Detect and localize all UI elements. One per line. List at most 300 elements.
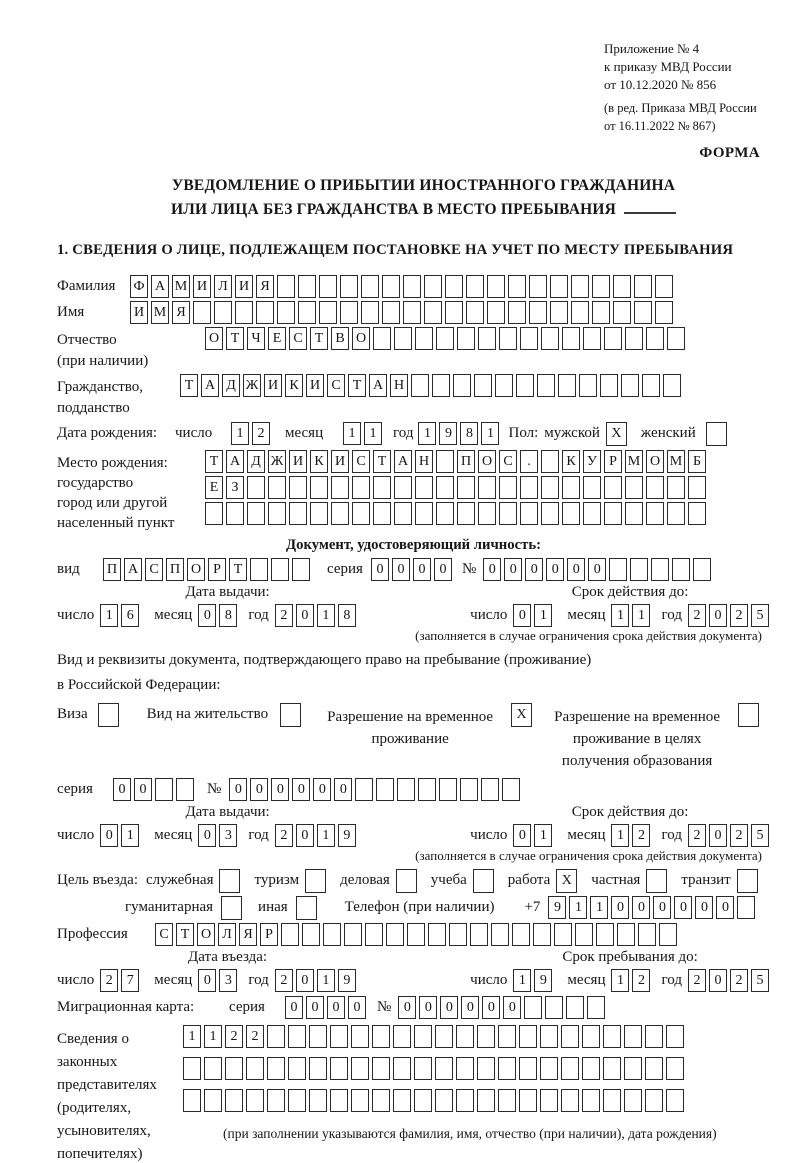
char-cell: И bbox=[264, 374, 282, 397]
char-cell bbox=[603, 1057, 621, 1080]
char-cell: 0 bbox=[113, 778, 131, 801]
char-cell: 2 bbox=[225, 1025, 243, 1048]
char-cell bbox=[562, 502, 580, 525]
char-cell: О bbox=[187, 558, 205, 581]
representatives-row-1 bbox=[183, 1025, 717, 1048]
purpose-study-label: учеба bbox=[430, 872, 467, 888]
residence-doc-dates bbox=[57, 804, 790, 863]
char-cell bbox=[520, 327, 538, 350]
birth-date-label: Дата рождения: bbox=[57, 425, 158, 441]
char-cell bbox=[372, 1089, 390, 1112]
char-cell bbox=[424, 275, 442, 298]
char-cell bbox=[277, 275, 295, 298]
permit-issue-year-cells bbox=[275, 824, 359, 847]
char-cell bbox=[267, 1025, 285, 1048]
edition-line: от 16.11.2022 № 867) bbox=[604, 119, 716, 133]
char-cell bbox=[541, 327, 559, 350]
char-cell: Т bbox=[310, 327, 328, 350]
year-label: год bbox=[248, 607, 269, 623]
valid-month-cells bbox=[611, 604, 653, 627]
char-cell: 5 bbox=[751, 969, 769, 992]
residence-doc-intro bbox=[57, 648, 790, 698]
char-cell: Р bbox=[208, 558, 226, 581]
char-cell bbox=[449, 923, 467, 946]
char-cell: 1 bbox=[100, 604, 118, 627]
char-cell: 0 bbox=[292, 778, 310, 801]
sex-male-label: мужской bbox=[544, 425, 600, 441]
sex-label: Пол: bbox=[508, 425, 539, 441]
char-cell: 0 bbox=[134, 778, 152, 801]
char-cell bbox=[393, 1057, 411, 1080]
char-cell bbox=[205, 502, 223, 525]
char-cell bbox=[502, 778, 520, 801]
issue-day-cells bbox=[100, 604, 142, 627]
profession-label: Профессия bbox=[57, 926, 128, 942]
char-cell bbox=[481, 778, 499, 801]
char-cell bbox=[541, 502, 559, 525]
char-cell bbox=[592, 301, 610, 324]
char-cell bbox=[403, 275, 421, 298]
representatives-row-3 bbox=[183, 1089, 717, 1112]
patronymic-note: (при наличии) bbox=[57, 352, 149, 369]
char-cell: 8 bbox=[338, 604, 356, 627]
char-cell bbox=[575, 923, 593, 946]
char-cell bbox=[561, 1089, 579, 1112]
char-cell bbox=[519, 1057, 537, 1080]
char-cell: Я bbox=[172, 301, 190, 324]
char-cell bbox=[319, 275, 337, 298]
char-cell: 2 bbox=[688, 604, 706, 627]
given-name-label: Имя bbox=[57, 304, 85, 320]
char-cell bbox=[323, 923, 341, 946]
char-cell bbox=[247, 476, 265, 499]
char-cell bbox=[499, 502, 517, 525]
char-cell bbox=[499, 327, 517, 350]
purpose-other-checkbox bbox=[296, 896, 317, 920]
doc-number-cells bbox=[483, 558, 714, 581]
char-cell bbox=[566, 996, 584, 1019]
char-cell bbox=[288, 1089, 306, 1112]
char-cell: . bbox=[520, 450, 538, 473]
char-cell: 0 bbox=[198, 969, 216, 992]
char-cell: 0 bbox=[674, 896, 692, 919]
appendix-reference bbox=[604, 40, 790, 135]
char-cell: И bbox=[193, 275, 211, 298]
day-label: число bbox=[57, 972, 95, 988]
char-cell: 1 bbox=[481, 422, 499, 445]
char-cell: Ч bbox=[247, 327, 265, 350]
visa-checkbox bbox=[98, 703, 119, 727]
char-cell bbox=[256, 301, 274, 324]
identity-doc-dates bbox=[57, 584, 790, 643]
birth-day-cells bbox=[231, 422, 273, 445]
char-cell bbox=[667, 502, 685, 525]
migcard-number-cells bbox=[398, 996, 608, 1019]
char-cell: 2 bbox=[275, 969, 293, 992]
char-cell: 1 bbox=[513, 969, 531, 992]
year-label: год bbox=[248, 972, 269, 988]
limited-validity-note: (заполняется в случае ограничения срока действия документа) bbox=[415, 848, 762, 863]
char-cell: 2 bbox=[246, 1025, 264, 1048]
char-cell: 1 bbox=[231, 422, 249, 445]
char-cell: 8 bbox=[219, 604, 237, 627]
char-cell bbox=[561, 1057, 579, 1080]
char-cell bbox=[600, 374, 618, 397]
char-cell bbox=[309, 1025, 327, 1048]
char-cell: О bbox=[646, 450, 664, 473]
char-cell bbox=[331, 476, 349, 499]
patronymic-row bbox=[57, 327, 790, 371]
char-cell: 0 bbox=[434, 558, 452, 581]
char-cell bbox=[386, 923, 404, 946]
birth-date-row bbox=[57, 422, 790, 446]
char-cell bbox=[436, 450, 454, 473]
issue-date-line bbox=[57, 824, 398, 847]
char-cell bbox=[487, 301, 505, 324]
representatives-label: Сведения о законных представителях (родителях, усыновителях, попечителях) bbox=[57, 1031, 157, 1162]
char-cell bbox=[491, 923, 509, 946]
char-cell: Т bbox=[373, 450, 391, 473]
char-cell: А bbox=[226, 450, 244, 473]
month-label: месяц bbox=[154, 972, 193, 988]
char-cell bbox=[435, 1025, 453, 1048]
char-cell bbox=[309, 1057, 327, 1080]
char-cell: М bbox=[667, 450, 685, 473]
char-cell: 0 bbox=[653, 896, 671, 919]
char-cell: 0 bbox=[271, 778, 289, 801]
char-cell bbox=[495, 374, 513, 397]
char-cell bbox=[474, 374, 492, 397]
migration-card-label: Миграционная карта: bbox=[57, 999, 195, 1015]
char-cell: 1 bbox=[611, 969, 629, 992]
purpose-second-row bbox=[125, 896, 790, 920]
char-cell bbox=[393, 1025, 411, 1048]
char-cell: 9 bbox=[338, 824, 356, 847]
char-cell: 0 bbox=[100, 824, 118, 847]
char-cell: А bbox=[151, 275, 169, 298]
citizenship-label: Гражданство, подданство bbox=[57, 379, 144, 416]
char-cell bbox=[394, 502, 412, 525]
phone-cells bbox=[548, 896, 758, 919]
residence-permit-label: Вид на жительство bbox=[146, 706, 269, 722]
char-cell bbox=[537, 374, 555, 397]
char-cell bbox=[478, 502, 496, 525]
year-label: год bbox=[661, 827, 682, 843]
char-cell bbox=[541, 450, 559, 473]
char-cell bbox=[415, 502, 433, 525]
char-cell bbox=[508, 301, 526, 324]
char-cell: 1 bbox=[611, 604, 629, 627]
char-cell: 1 bbox=[183, 1025, 201, 1048]
valid-until-line bbox=[470, 604, 790, 627]
char-cell bbox=[246, 1057, 264, 1080]
year-label: год bbox=[661, 607, 682, 623]
char-cell: Б bbox=[688, 450, 706, 473]
char-cell bbox=[403, 301, 421, 324]
char-cell bbox=[372, 1057, 390, 1080]
char-cell: 1 bbox=[204, 1025, 222, 1048]
stay-until-heading: Срок пребывания до: bbox=[562, 949, 698, 965]
identity-doc-row bbox=[57, 558, 790, 581]
char-cell bbox=[436, 502, 454, 525]
char-cell bbox=[460, 778, 478, 801]
migration-card-row bbox=[57, 996, 790, 1019]
doc-series-cells bbox=[371, 558, 455, 581]
char-cell bbox=[456, 1089, 474, 1112]
char-cell bbox=[457, 327, 475, 350]
birth-place-row-3 bbox=[205, 502, 709, 525]
char-cell: 0 bbox=[313, 778, 331, 801]
char-cell: Е bbox=[205, 476, 223, 499]
char-cell bbox=[394, 476, 412, 499]
char-cell bbox=[445, 301, 463, 324]
char-cell bbox=[571, 275, 589, 298]
char-cell bbox=[558, 374, 576, 397]
char-cell bbox=[693, 558, 711, 581]
char-cell bbox=[397, 778, 415, 801]
char-cell bbox=[667, 476, 685, 499]
char-cell bbox=[645, 1057, 663, 1080]
char-cell: 0 bbox=[546, 558, 564, 581]
char-cell bbox=[176, 778, 194, 801]
representatives-rows bbox=[183, 1025, 717, 1142]
char-cell: Ж bbox=[268, 450, 286, 473]
residence-permit-checkbox bbox=[280, 703, 301, 727]
doc-series-label: серия bbox=[327, 561, 363, 577]
char-cell: 1 bbox=[534, 824, 552, 847]
char-cell: Т bbox=[205, 450, 223, 473]
purpose-study-checkbox bbox=[473, 869, 494, 893]
char-cell bbox=[415, 476, 433, 499]
birth-month-cells bbox=[343, 422, 385, 445]
char-cell: 2 bbox=[275, 604, 293, 627]
stay-month-cells bbox=[611, 969, 653, 992]
char-cell bbox=[277, 301, 295, 324]
char-cell bbox=[267, 1089, 285, 1112]
char-cell: 0 bbox=[483, 558, 501, 581]
char-cell bbox=[225, 1057, 243, 1080]
birth-year-cells bbox=[418, 422, 502, 445]
purpose-humanitarian-label: гуманитарная bbox=[125, 899, 214, 915]
char-cell: 0 bbox=[198, 604, 216, 627]
permit-valid-day-cells bbox=[513, 824, 555, 847]
char-cell bbox=[466, 301, 484, 324]
char-cell bbox=[478, 327, 496, 350]
char-cell: Т bbox=[176, 923, 194, 946]
char-cell bbox=[309, 1089, 327, 1112]
char-cell: 0 bbox=[503, 996, 521, 1019]
char-cell bbox=[655, 275, 673, 298]
char-cell bbox=[624, 1089, 642, 1112]
month-label: месяц bbox=[567, 827, 606, 843]
char-cell bbox=[583, 502, 601, 525]
char-cell: 6 bbox=[121, 604, 139, 627]
char-cell bbox=[613, 301, 631, 324]
entry-day-cells bbox=[100, 969, 142, 992]
char-cell bbox=[609, 558, 627, 581]
permit-number-cells bbox=[229, 778, 523, 801]
char-cell: 0 bbox=[513, 604, 531, 627]
char-cell bbox=[193, 301, 211, 324]
entry-date-line bbox=[57, 969, 398, 992]
char-cell bbox=[624, 1025, 642, 1048]
char-cell: А bbox=[124, 558, 142, 581]
char-cell bbox=[520, 502, 538, 525]
purpose-humanitarian-checkbox bbox=[221, 896, 242, 920]
day-label: число bbox=[57, 607, 95, 623]
char-cell bbox=[204, 1057, 222, 1080]
char-cell bbox=[499, 476, 517, 499]
entry-date-heading: Дата въезда: bbox=[188, 949, 268, 965]
char-cell: 9 bbox=[534, 969, 552, 992]
migcard-number-sign: № bbox=[377, 999, 392, 1015]
char-cell bbox=[477, 1025, 495, 1048]
char-cell: Р bbox=[260, 923, 278, 946]
char-cell: О bbox=[205, 327, 223, 350]
char-cell: С bbox=[289, 327, 307, 350]
patronymic-label: Отчество (при наличии) bbox=[57, 332, 149, 369]
char-cell bbox=[582, 1089, 600, 1112]
citizenship-row bbox=[57, 374, 790, 418]
char-cell bbox=[298, 301, 316, 324]
char-cell bbox=[562, 476, 580, 499]
purpose-tourism-label: туризм bbox=[254, 872, 300, 888]
purpose-official-label: служебная bbox=[145, 872, 214, 888]
permit-series-label: серия bbox=[57, 781, 93, 797]
title-line-1: УВЕДОМЛЕНИЕ О ПРИБЫТИИ ИНОСТРАННОГО ГРАЖДАНИНА bbox=[171, 177, 676, 194]
valid-day-cells bbox=[513, 604, 555, 627]
residence-doc-series-row bbox=[57, 778, 790, 801]
birth-place-label: Место рождения: государство город или другой населенный пункт bbox=[57, 455, 175, 531]
char-cell: А bbox=[369, 374, 387, 397]
char-cell: 0 bbox=[709, 824, 727, 847]
char-cell: Р bbox=[604, 450, 622, 473]
char-cell bbox=[645, 1025, 663, 1048]
char-cell: О bbox=[478, 450, 496, 473]
char-cell: С bbox=[155, 923, 173, 946]
day-label: число bbox=[470, 827, 508, 843]
char-cell bbox=[562, 327, 580, 350]
limited-validity-note: (заполняется в случае ограничения срока действия документа) bbox=[415, 628, 762, 643]
char-cell bbox=[330, 1057, 348, 1080]
char-cell bbox=[407, 923, 425, 946]
temp-residence-education-label: Разрешение на временное проживание в целях получения образования bbox=[554, 709, 721, 769]
char-cell: 1 bbox=[632, 604, 650, 627]
char-cell: 7 bbox=[121, 969, 139, 992]
issue-date-line bbox=[57, 604, 398, 627]
char-cell bbox=[453, 374, 471, 397]
issue-month-cells bbox=[198, 604, 240, 627]
valid-until-heading: Срок действия до: bbox=[571, 584, 689, 600]
title-blank-line bbox=[624, 212, 676, 214]
purpose-tourism-checkbox bbox=[305, 869, 326, 893]
char-cell bbox=[436, 327, 454, 350]
char-cell: С bbox=[352, 450, 370, 473]
char-cell: 1 bbox=[611, 824, 629, 847]
char-cell bbox=[603, 1025, 621, 1048]
char-cell: И bbox=[130, 301, 148, 324]
purpose-official-checkbox bbox=[219, 869, 240, 893]
char-cell bbox=[666, 1089, 684, 1112]
char-cell bbox=[267, 1057, 285, 1080]
char-cell: Д bbox=[222, 374, 240, 397]
document-title bbox=[57, 174, 790, 222]
appendix-line: к приказу МВД России bbox=[604, 59, 732, 74]
char-cell bbox=[604, 327, 622, 350]
char-cell: 0 bbox=[588, 558, 606, 581]
issue-year-cells bbox=[275, 604, 359, 627]
char-cell: 1 bbox=[534, 604, 552, 627]
char-cell bbox=[214, 301, 232, 324]
char-cell bbox=[529, 275, 547, 298]
section1-heading: 1. СВЕДЕНИЯ О ЛИЦЕ, ПОДЛЕЖАЩЕМ ПОСТАНОВКЕ НА УЧЕТ ПО МЕСТУ ПРЕБЫВАНИЯ bbox=[57, 242, 734, 258]
char-cell bbox=[540, 1025, 558, 1048]
char-cell bbox=[520, 476, 538, 499]
edition-line: (в ред. Приказа МВД России bbox=[604, 101, 757, 115]
char-cell bbox=[250, 558, 268, 581]
char-cell: 0 bbox=[392, 558, 410, 581]
doc-number-sign: № bbox=[461, 561, 477, 577]
birth-place-block bbox=[57, 450, 790, 533]
char-cell: И bbox=[235, 275, 253, 298]
doc-type-label: вид bbox=[57, 561, 80, 577]
char-cell: 1 bbox=[590, 896, 608, 919]
stay-year-cells bbox=[688, 969, 772, 992]
given-name-row bbox=[57, 301, 790, 324]
phone-prefix: +7 bbox=[524, 899, 541, 915]
residence-intro-line-2: в Российской Федерации: bbox=[57, 677, 221, 693]
char-cell: 0 bbox=[611, 896, 629, 919]
purpose-other-label: иная bbox=[258, 899, 288, 915]
char-cell bbox=[376, 778, 394, 801]
char-cell bbox=[457, 476, 475, 499]
char-cell bbox=[545, 996, 563, 1019]
char-cell bbox=[646, 502, 664, 525]
char-cell: 0 bbox=[440, 996, 458, 1019]
char-cell bbox=[477, 1089, 495, 1112]
char-cell bbox=[508, 275, 526, 298]
char-cell bbox=[365, 923, 383, 946]
char-cell: 0 bbox=[296, 604, 314, 627]
day-label: число bbox=[57, 827, 95, 843]
char-cell bbox=[638, 923, 656, 946]
char-cell bbox=[340, 275, 358, 298]
valid-until-heading: Срок действия до: bbox=[571, 804, 689, 820]
char-cell bbox=[289, 502, 307, 525]
char-cell bbox=[373, 502, 391, 525]
purpose-transit-label: транзит bbox=[681, 872, 731, 888]
char-cell bbox=[498, 1057, 516, 1080]
char-cell bbox=[247, 502, 265, 525]
char-cell bbox=[415, 327, 433, 350]
char-cell: 0 bbox=[296, 824, 314, 847]
given-name-cells bbox=[130, 301, 676, 324]
char-cell: М bbox=[172, 275, 190, 298]
char-cell: Т bbox=[348, 374, 366, 397]
patronymic-cells bbox=[205, 327, 688, 350]
char-cell: 9 bbox=[548, 896, 566, 919]
title-line-2: ИЛИ ЛИЦА БЕЗ ГРАЖДАНСТВА В МЕСТО ПРЕБЫВАНИЯ bbox=[57, 198, 790, 222]
migcard-series-label: серия bbox=[229, 999, 265, 1015]
char-cell bbox=[642, 374, 660, 397]
char-cell bbox=[226, 502, 244, 525]
char-cell: 0 bbox=[398, 996, 416, 1019]
char-cell: 1 bbox=[569, 896, 587, 919]
char-cell: 0 bbox=[371, 558, 389, 581]
char-cell: О bbox=[352, 327, 370, 350]
char-cell: С bbox=[499, 450, 517, 473]
char-cell: И bbox=[289, 450, 307, 473]
